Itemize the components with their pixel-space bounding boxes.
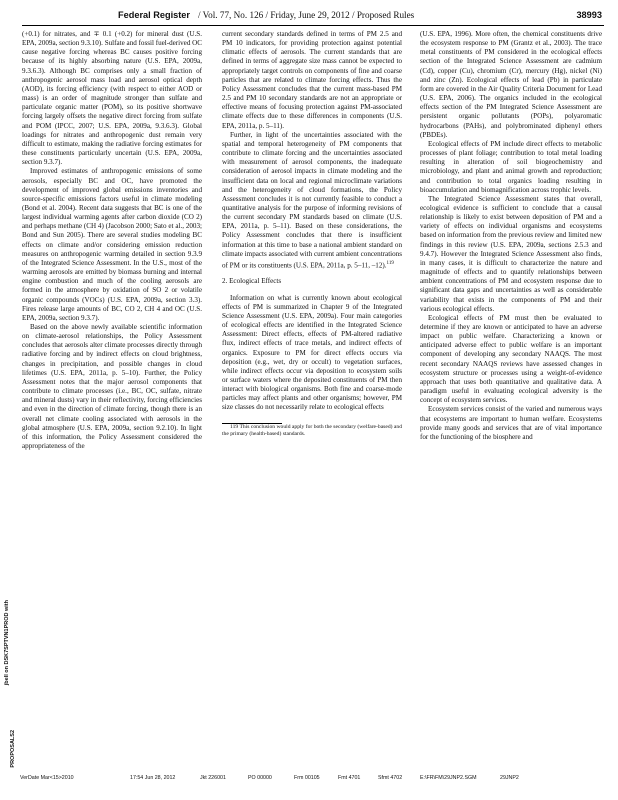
footer-frm: Frm 00105: [294, 775, 320, 781]
section-heading: 2. Ecological Effects: [222, 277, 282, 286]
paragraph: Ecological effects of PM must then be evaluated to determine if they are known or anticipated to have an adverse impact on public welfare. Characterizing a known or anticipated adverse effect to public welfare is an important component of developing any secondary NAAQS. The most recent secondary NAAQS reviews have assessed changes in ecosystem structure or processes using a weight-of-evidence approach that uses both quantitative and qualitative data. A paradigm useful in evaluating ecological adversity is the concept of ecosystem services.: [420, 313, 602, 405]
page-header: [22, 10, 604, 26]
footer-sfmt: Sfmt 4702: [378, 775, 403, 781]
page-number: 38993: [576, 10, 602, 20]
footnote: 119 This conclusion would apply for both the secondary (welfare-based) and the primary (health-based) standards.: [222, 423, 402, 438]
column-2: [222, 30, 402, 768]
footer-time: 17:54 Jun 28, 2012: [130, 775, 176, 781]
paragraph: Ecological effects of PM include direct effects to metabolic processes of plant foliage; contribution to total metal loading resulting in alteration of soil biogeochemistry and microbiology, and plant and animal growth and reproduction; and contribution to total organics loading resulting in bioaccumulation and biomagnification across trophic levels.: [420, 139, 602, 194]
paragraph: current secondary standards defined in terms of PM 2.5 and PM 10 indicators, for providing protection against potential climatic effects of aerosols. The current standards that are defined in terms of aggregate size mass cannot be expected to appropriately target controls on components of fine and coarse particles that are related to climate forcing effects. Thus the Policy Assessment concludes that the current mass-based PM 2.5 and PM 10 secondary standards are not an appropriate or effective means of focusing protection against PM-associated climate effects due to these differences in components (U.S. EPA, 2011a, p. 5–11).: [222, 30, 402, 130]
header-rule: [22, 25, 604, 26]
margin-stamp: [2, 600, 16, 790]
footer-jkt: Jkt 226001: [200, 775, 226, 781]
footer-po: PO 00000: [248, 775, 272, 781]
paragraph-text: Further, in light of the uncertainties associated with the spatial and temporal heterogeneity of PM components that contribute to climate forcing and the uncertainties associated with measurement of aerosol components, the inadequate consideration of aerosol impacts in climate modeling and the insufficient data on local and regional microclimate variations and the heterogeneity of cloud formations, the Policy Assessment concludes it is not currently feasible to conduct a quantitative analysis for the purpose of informing revisions of the current secondary PM standards based on climate (U.S. EPA, 2011a, p. 5–11). Based on these considerations, the Policy Assessment concludes that there is insufficient information at this time to base a national ambient standard on climate impacts associated with current ambient concentrations of PM or its constituents (U.S. EPA, 2011a, p. 5–11, –12).: [222, 130, 402, 270]
footer-fmt: Fmt 4701: [338, 775, 361, 781]
page-footer: [20, 775, 604, 785]
paragraph: Information on what is currently known about ecological effects of PM is summarized in Chapter 9 of the Integrated Science Assessment (U.S. EPA, 2009a). Four main categories of ecological effects are identified in the Integrated Science Assessment: Direct effects, effects of PM-altered radiative flux, indirect effects of trace metals, and indirect effects of organics. Exposure to PM for direct effects occurs via deposition (e.g., wet, dry or occult) to vegetation surfaces, while indirect effects occur via deposition to ecosystem soils or surface waters where the deposited constituents of PM then interact with biological organisms. Both fine and coarse-mode particles may affect plants and other organisms; however, PM size classes do not necessarily relate to ecological effects: [222, 293, 402, 412]
margin-stamp-line: jbell on DSK7SPTVN1PROD with: [4, 600, 10, 686]
journal-name: Federal Register: [118, 10, 190, 20]
issue-info: / Vol. 77, No. 126 / Friday, June 29, 2012 / Proposed Rules: [198, 10, 415, 20]
paragraph: The Integrated Science Assessment states that overall, ecological evidence is sufficient to conclude that a causal relationship is likely to exist between deposition of PM and a variety of effects on individual organisms and ecosystems based on information from the previous review and limited new findings in this review (U.S. EPA, 2009a, sections 2.5.3 and 9.4.7). However the Integrated Science Assessment also finds, in many cases, it is difficult to characterize the nature and magnitude of effects and to quantify relationships between ambient concentrations of PM and ecosystem response due to significant data gaps and uncertainties as well as considerable variability that exists in the components of PM and their various ecological effects.: [420, 194, 602, 313]
footnote-ref: 119: [386, 260, 394, 266]
paragraph: Based on the above newly available scientific information on climate-aerosol relationships, the Policy Assessment concludes that aerosols alter climate processes directly through radiative forcing and by indirect effects on cloud brightness, changes in precipitation, and possible changes in cloud lifetimes (U.S. EPA, 2011a, p. 5–10). Further, the Policy Assessment notes that the major aerosol components that contribute to climate processes (i.e., BC, OC, sulfate, nitrate and mineral dusts) vary in their reflectivity, forcing efficiencies and even in the direction of climate forcing, though there is an overall net climate cooling associated with aerosols in the global atmosphere (U.S. EPA, 2009a, section 9.2.10). In light of this information, the Policy Assessment considered the appropriateness of the: [22, 323, 202, 451]
footer-date: 29JNP2: [500, 775, 519, 781]
paragraph: Improved estimates of anthropogenic emissions of some aerosols, especially BC and OC, have promoted the development of improved global emissions inventories and source-specific emissions factors useful in climate modeling (Bond et al. 2004). Recent data suggests that BC is one of the largest individual warming agents after carbon dioxide (CO 2) and perhaps methane (CH 4) (Jacobson 2000; Sato et al., 2003; Bond and Sun 2005). There are several studies modeling BC effects on climate and/or considering emission reduction measures on anthropogenic warming detailed in section 9.3.9 of the Integrated Science Assessment. In the U.S., most of the warming aerosols are emitted by biomass burning and internal engine combustion and much of the cooling aerosols are formed in the atmosphere by oxidation of SO 2 or volatile organic compounds (VOCs) (U.S. EPA, 2009a, section 3.3). Fires release large amounts of BC, CO 2, CH 4 and OC (U.S. EPA, 2009a, section 9.3.7).: [22, 167, 202, 322]
paragraph: (+0.1) for nitrates, and ∓ 0.1 (+0.2) for mineral dust (U.S. EPA, 2009a, section 9.3.10). Sulfate and fossil fuel-derived OC cause negative forcing whereas BC causes positive forcing because of its highly absorbing nature (U.S. EPA, 2009a, 9.3.6.3). Although BC comprises only a small fraction of anthropogenic aerosol mass load and aerosol optical depth (AOD), its forcing efficiency (with respect to either AOD or mass) is an order of magnitude stronger than sulfate and particulate organic matter (POM), so its positive shortwave forcing largely offsets the negative direct forcing from sulfate and POM (IPCC, 2007; U.S. EPA, 2009a, 9.3.6.3). Global loadings for nitrates and anthropogenic dust remain very difficult to estimate, making the radiative forcing estimates for these constituents particularly uncertain (U.S. EPA, 2009a, section 9.3.7).: [22, 30, 202, 167]
paragraph: (U.S. EPA, 1996). More often, the chemical constituents drive the ecosystem response to PM (Grantz et al., 2003). The trace metal constituents of PM considered in the ecological effects section of the Integrated Science Assessment are cadmium (Cd), copper (Cu), chromium (Cr), mercury (Hg), nickel (Ni) and zinc (Zn). Ecological effects of lead (Pb) in particulate form are covered in the Air Quality Criteria Document for Lead (U.S. EPA, 2006). The organics included in the ecological effects section of the PM Integrated Science Assessment are persistent organic pollutants (POPs), polyaromatic hydrocarbons (PAHs), and polybrominated diphenyl ethers (PBDEs).: [420, 30, 602, 139]
paragraph: Ecosystem services consist of the varied and numerous ways that ecosystems are important to human welfare. Ecosystems provide many goods and services that are of vital importance for the functioning of the biosphere and: [420, 405, 602, 441]
footer-verdate: VerDate Mar<15>2010: [20, 775, 74, 781]
column-3: [420, 30, 602, 768]
paragraph: [222, 131, 402, 271]
column-1: [22, 30, 202, 768]
footer-file: E:\FR\FM\29JNP2.SGM: [420, 775, 477, 781]
margin-stamp-line: PROPOSALS2: [10, 730, 16, 768]
